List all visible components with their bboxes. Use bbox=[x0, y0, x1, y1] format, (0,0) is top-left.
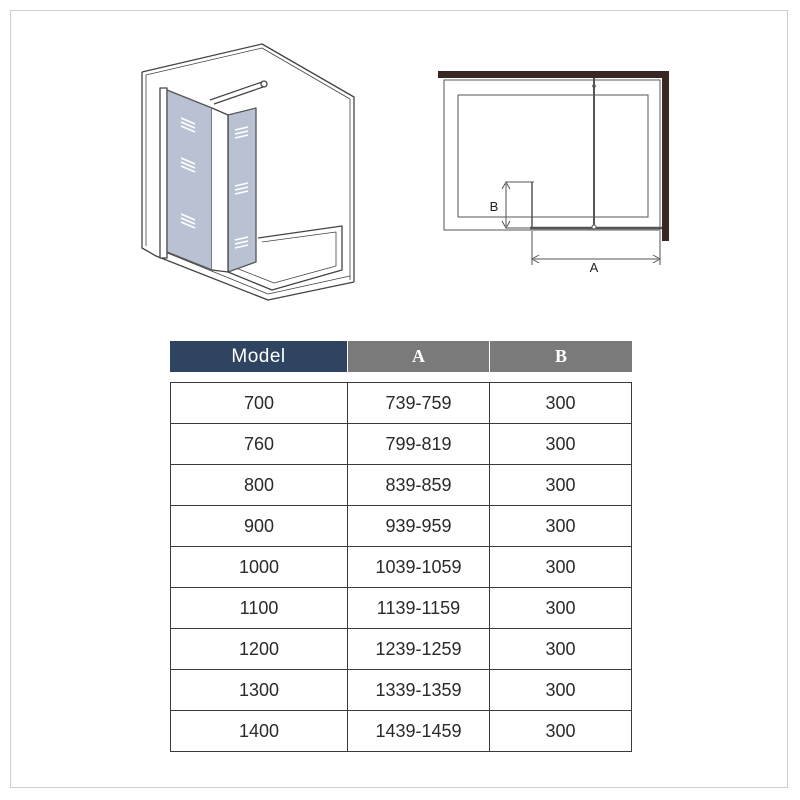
cell-a: 839-859 bbox=[347, 464, 489, 505]
left-wall bbox=[142, 72, 156, 256]
cell-model: 760 bbox=[170, 423, 347, 464]
cell-model: 1000 bbox=[170, 546, 347, 587]
header-a: A bbox=[347, 341, 489, 372]
cell-a: 939-959 bbox=[347, 505, 489, 546]
glass-panel bbox=[167, 90, 212, 270]
table-row bbox=[170, 423, 632, 464]
cell-a: 1439-1459 bbox=[347, 710, 489, 752]
table-row bbox=[170, 464, 632, 505]
size-table bbox=[170, 341, 632, 752]
table-row bbox=[170, 587, 632, 628]
cell-b: 300 bbox=[489, 587, 632, 628]
label-a: A bbox=[589, 260, 599, 275]
right-wall bbox=[662, 71, 669, 241]
table-spacer bbox=[170, 372, 632, 382]
cell-model: 900 bbox=[170, 505, 347, 546]
cell-a: 1339-1359 bbox=[347, 669, 489, 710]
table-row bbox=[170, 382, 632, 423]
cell-b: 300 bbox=[489, 464, 632, 505]
top-wall bbox=[438, 71, 669, 78]
header-model: Model bbox=[170, 341, 347, 372]
tray-outer bbox=[444, 80, 660, 230]
table-row bbox=[170, 546, 632, 587]
table-row bbox=[170, 505, 632, 546]
cell-a: 799-819 bbox=[347, 423, 489, 464]
cell-a: 1239-1259 bbox=[347, 628, 489, 669]
table-row bbox=[170, 628, 632, 669]
cell-a: 1039-1059 bbox=[347, 546, 489, 587]
plan-view bbox=[438, 71, 669, 265]
table-row bbox=[170, 710, 632, 752]
cell-b: 300 bbox=[489, 382, 632, 423]
cell-b: 300 bbox=[489, 710, 632, 752]
support-bar-mount bbox=[261, 81, 267, 87]
tray-inner bbox=[458, 95, 648, 217]
cell-model: 800 bbox=[170, 464, 347, 505]
perspective-illustration bbox=[142, 44, 354, 300]
cell-a: 739-759 bbox=[347, 382, 489, 423]
cell-b: 300 bbox=[489, 505, 632, 546]
cell-b: 300 bbox=[489, 546, 632, 587]
cell-model: 1400 bbox=[170, 710, 347, 752]
cell-model: 1100 bbox=[170, 587, 347, 628]
support-bar bbox=[210, 82, 266, 104]
cell-b: 300 bbox=[489, 423, 632, 464]
cell-model: 1300 bbox=[170, 669, 347, 710]
cell-b: 300 bbox=[489, 628, 632, 669]
cell-b: 300 bbox=[489, 669, 632, 710]
wall-profile bbox=[160, 88, 167, 258]
table-row bbox=[170, 669, 632, 710]
table-header-row bbox=[170, 341, 632, 372]
cell-model: 700 bbox=[170, 382, 347, 423]
header-b: B bbox=[489, 341, 632, 372]
cell-a: 1139-1159 bbox=[347, 587, 489, 628]
label-b: B bbox=[489, 199, 499, 214]
product-diagram bbox=[0, 0, 800, 320]
cell-model: 1200 bbox=[170, 628, 347, 669]
hinge-profile bbox=[212, 108, 228, 272]
